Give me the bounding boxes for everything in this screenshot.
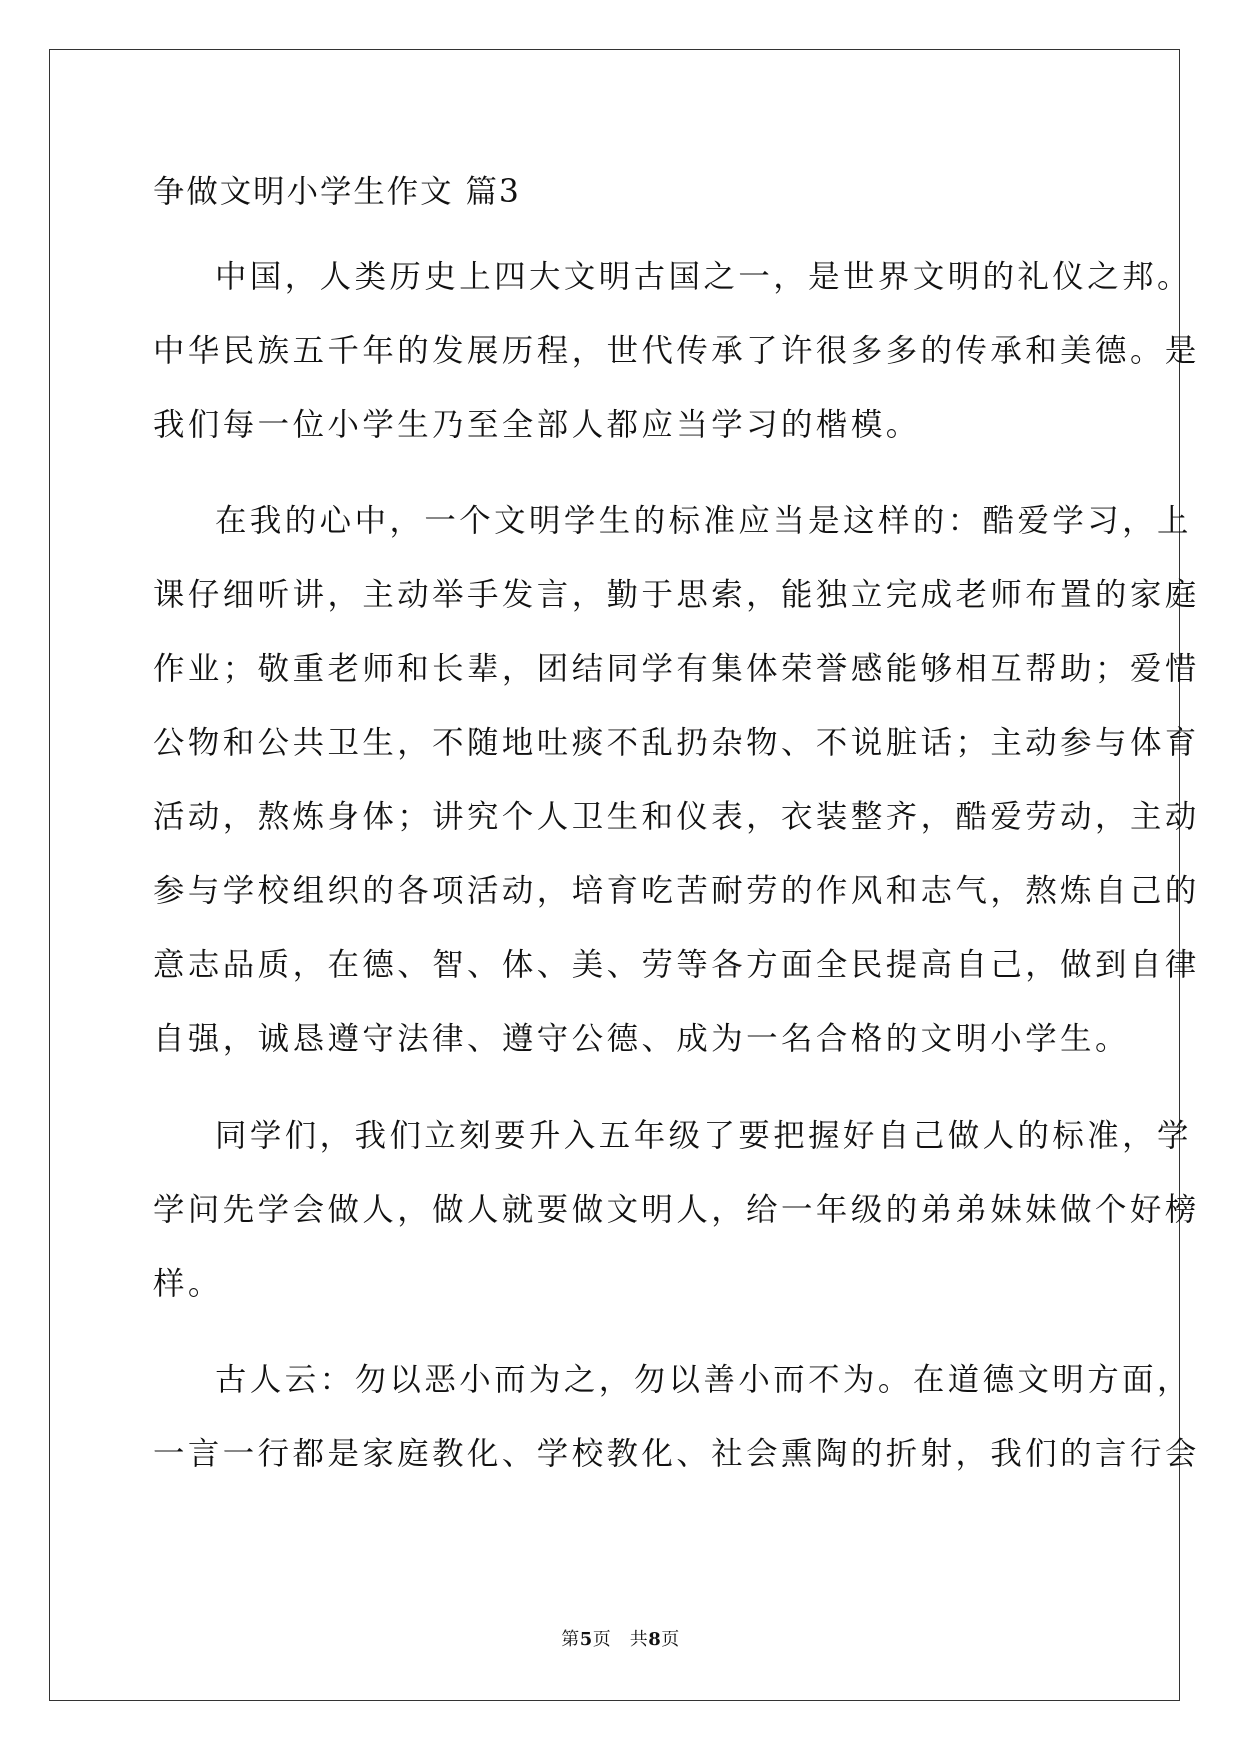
page-suffix: 页 bbox=[661, 1629, 680, 1650]
current-page-number: 5 bbox=[579, 1629, 593, 1650]
text-line: 参与学校组织的各项活动，培育吃苦耐劳的作风和志气，熬炼自己的 bbox=[153, 873, 1200, 909]
text-line: 课仔细听讲，主动举手发言，勤于思索，能独立完成老师布置的家庭 bbox=[153, 577, 1200, 613]
text-line: 意志品质，在德、智、体、美、劳等各方面全民提高自己，做到自律 bbox=[153, 947, 1200, 983]
text-line: 作业；敬重老师和长辈，团结同学有集体荣誉感能够相互帮助；爱惜 bbox=[153, 651, 1200, 687]
text-line: 自强，诚恳遵守法律、遵守公德、成为一名合格的文明小学生。 bbox=[153, 1021, 1130, 1057]
text-line: 古人云：勿以恶小而为之，勿以善小而不为。在道德文明方面， bbox=[215, 1362, 1192, 1398]
text-line: 中华民族五千年的发展历程，世代传承了许很多多的传承和美德。是 bbox=[153, 333, 1200, 369]
page-mid: 页 共 bbox=[592, 1629, 649, 1650]
text-line: 我们每一位小学生乃至全部人都应当学习的楷模。 bbox=[153, 407, 921, 443]
text-line: 同学们，我们立刻要升入五年级了要把握好自己做人的标准，学 bbox=[215, 1118, 1192, 1154]
text-line: 中国，人类历史上四大文明古国之一，是世界文明的礼仪之邦。 bbox=[215, 259, 1192, 295]
total-pages-number: 8 bbox=[648, 1629, 662, 1650]
page-prefix: 第 bbox=[561, 1629, 580, 1650]
text-line: 活动，熬炼身体；讲究个人卫生和仪表，衣装整齐，酷爱劳动，主动 bbox=[153, 799, 1200, 835]
text-line: 公物和公共卫生，不随地吐痰不乱扔杂物、不说脏话；主动参与体育 bbox=[153, 725, 1200, 761]
text-line: 样。 bbox=[153, 1266, 223, 1302]
text-line: 一言一行都是家庭教化、学校教化、社会熏陶的折射，我们的言行会 bbox=[153, 1436, 1200, 1472]
page-number bbox=[0, 1628, 1241, 1652]
essay-title: 争做文明小学生作文 篇3 bbox=[153, 174, 521, 210]
text-line: 学问先学会做人，做人就要做文明人，给一年级的弟弟妹妹做个好榜 bbox=[153, 1192, 1200, 1228]
text-line: 在我的心中，一个文明学生的标准应当是这样的：酷爱学习，上 bbox=[215, 503, 1192, 539]
